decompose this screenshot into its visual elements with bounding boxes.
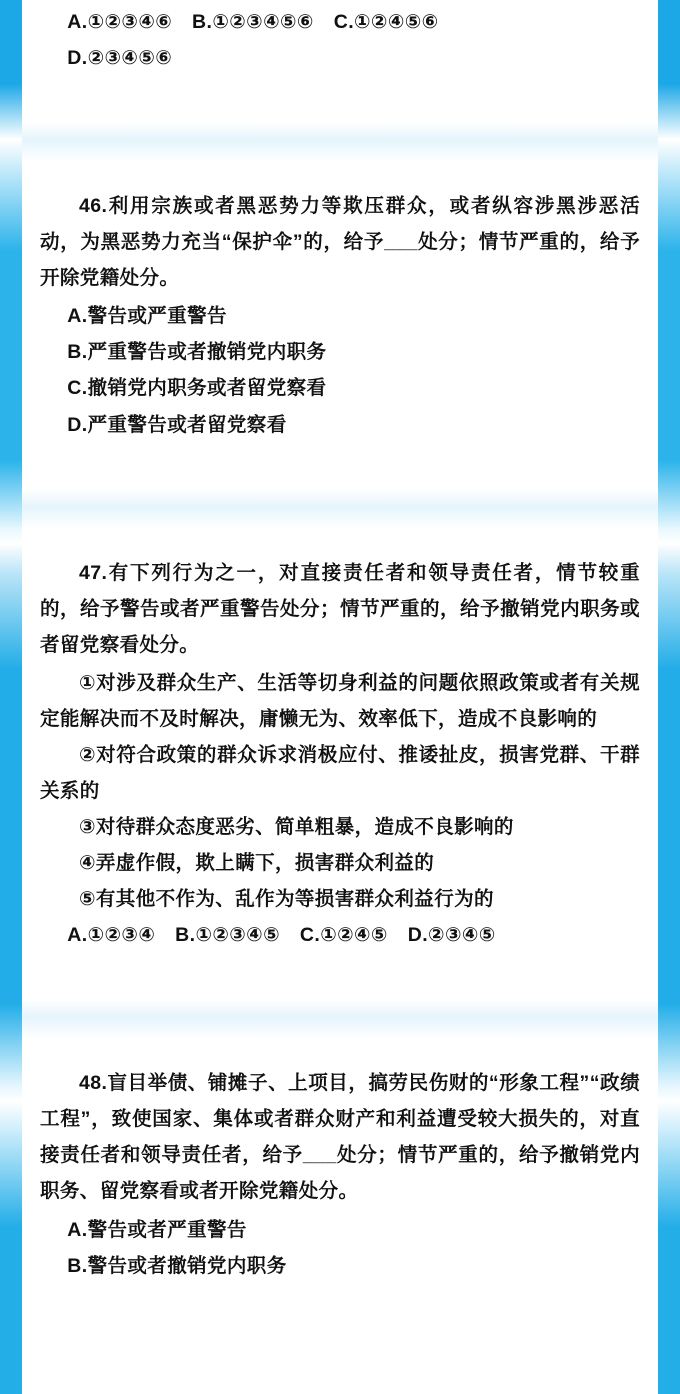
option-row: A.①②③④ B.①②③④⑤ C.①②④⑤ D.②③④⑤ (67, 924, 496, 947)
question-stem: 47.有下列行为之一，对直接责任者和领导责任者，情节较重的，给予警告或者严重警告处分；情节严重的，给予撤销党内职务或者留党察看处分。 (40, 561, 640, 656)
option-d: D.严重警告或者留党察看 (67, 413, 287, 436)
option-c: C.撤销党内职务或者留党察看 (67, 377, 327, 400)
question-block-46 (22, 188, 658, 442)
option-row-abc: A.①②③④⑥ B.①②③④⑤⑥ C.①②④⑤⑥ (67, 11, 439, 33)
spacer (22, 162, 658, 188)
question-item-1: ①对涉及群众生产、生活等切身利益的问题依照政策或者有关规定能解决而不及时解决，庸懒无为、效率低下，造成不良影响的 (40, 671, 640, 730)
question-item-4: ④弄虚作假，欺上瞒下，损害群众利益的 (79, 852, 435, 875)
previous-question-options (22, 0, 658, 76)
section-separator (22, 999, 658, 1039)
question-block-47 (22, 555, 658, 954)
spacer (22, 76, 658, 122)
spacer (22, 1039, 658, 1065)
spacer (22, 529, 658, 555)
question-stem: 48.盲目举债、铺摊子、上项目，搞劳民伤财的“形象工程”“政绩工程”，致使国家、集体或者群众财产和利益遭受较大损失的，对直接责任者和领导责任者，给予___处分；情节严重的，给予撤销党内职务、留党察看或者开除党籍处分。 (40, 1072, 640, 1203)
section-separator (22, 489, 658, 529)
spacer (22, 443, 658, 489)
spacer (22, 953, 658, 999)
left-gradient-rail (0, 0, 22, 1394)
option-b: B.严重警告或者撤销党内职务 (67, 341, 327, 364)
question-item-3: ③对待群众态度恶劣、简单粗暴，造成不良影响的 (79, 816, 514, 838)
question-item-2: ②对符合政策的群众诉求消极应付、推诿扯皮，损害党群、干群关系的 (40, 743, 640, 802)
question-item-5: ⑤有其他不作为、乱作为等损害群众利益行为的 (79, 888, 494, 911)
section-separator (22, 122, 658, 162)
option-b: B.警告或者撤销党内职务 (67, 1254, 287, 1277)
option-row-d: D.②③④⑤⑥ (67, 47, 173, 70)
question-stem: 46.利用宗族或者黑恶势力等欺压群众，或者纵容涉黑涉恶活动，为黑恶势力充当“保护伞”的，给予___处分；情节严重的，给予开除党籍处分。 (40, 195, 640, 290)
page-content (22, 0, 658, 1278)
right-gradient-rail (658, 0, 680, 1394)
option-a: A.警告或严重警告 (67, 305, 227, 328)
question-block-48 (22, 1065, 658, 1277)
option-a: A.警告或者严重警告 (67, 1218, 247, 1241)
